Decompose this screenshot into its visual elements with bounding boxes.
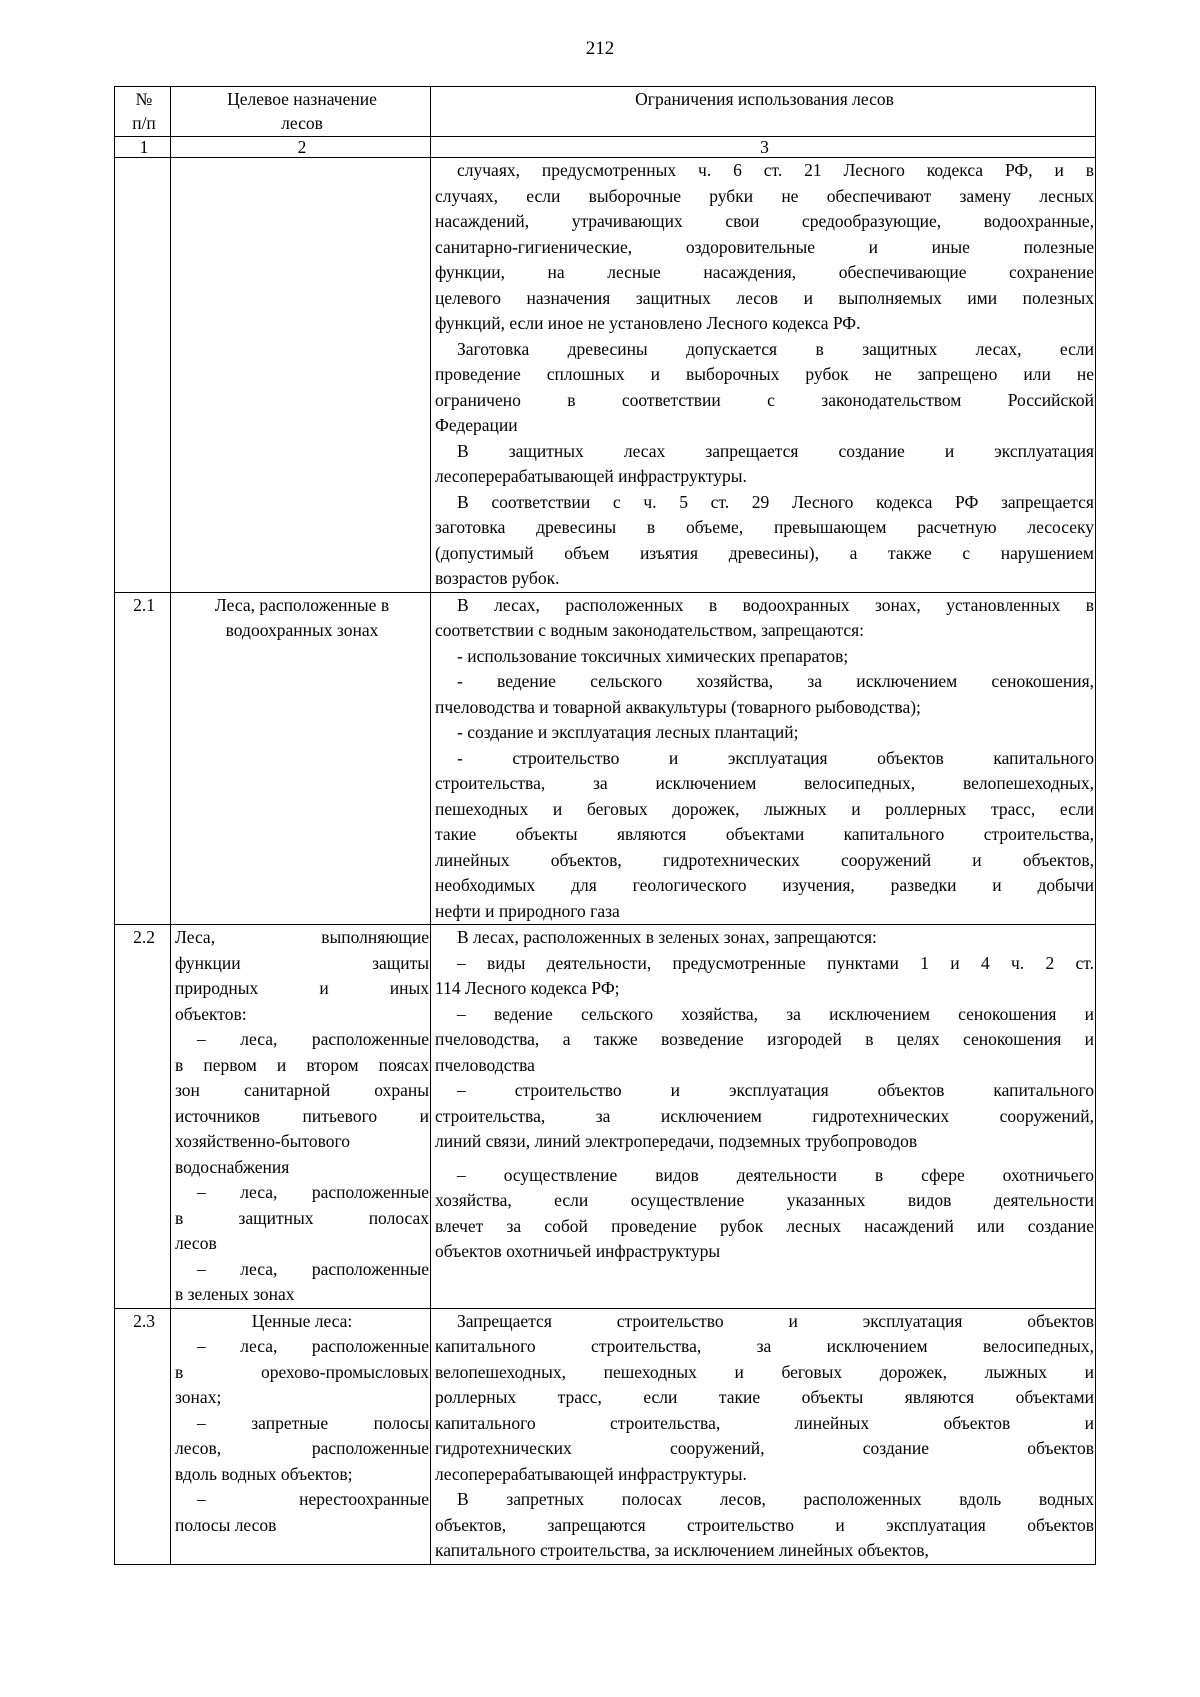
forest-purpose-cell [171,925,431,1309]
restriction-line: капитального строительства, за исключением линейных объектов, [435,1540,929,1560]
restriction-line: - ведение сельского хозяйства, за исключением сенокошения, [457,671,1094,691]
restriction-line: капитального строительства, линейных объектов и [435,1412,1094,1433]
restriction-line: лесоперерабатывающей инфраструктуры. [435,1463,747,1484]
purpose-line: Леса, выполняющие [175,927,429,947]
purpose-line: – леса, расположенные [197,1336,429,1356]
purpose-line: – леса, расположенные [197,1029,429,1049]
table-body [115,158,1096,1565]
table-header-row [115,87,1096,137]
restrictions-cell [431,1308,1096,1564]
restriction-line: – ведение сельского хозяйства, за исключением сенокошения и [457,1003,1094,1024]
table-row [115,158,1096,593]
restriction-line: линий связи, линий электропередачи, подземных трубопроводов [435,1131,918,1151]
restriction-paragraph [435,1163,1094,1265]
column-number-1: 1 [115,137,171,158]
restriction-line: пчеловодства, а также возведение изгородей в целях сенокошения и [435,1029,1094,1049]
restriction-paragraph [435,439,1094,490]
restriction-paragraph [435,1002,1094,1079]
purpose-line: в первом и втором поясах [175,1054,429,1075]
forest-purpose-cell [171,1308,431,1564]
restriction-line: капитального строительства, за исключением велосипедных, [435,1336,1094,1356]
restriction-line: лесоперерабатывающей инфраструктуры. [435,466,747,486]
purpose-line: функции защиты [175,952,429,973]
restriction-line: возрастов рубок. [435,568,560,588]
restriction-line: такие объекты являются объектами капитального строительства, [435,824,1094,844]
row-number [115,158,171,593]
restriction-line: случаях, предусмотренных ч. 6 ст. 21 Лесного кодекса РФ, и в [457,160,1094,180]
column-numbers-row [115,137,1096,158]
header-col-purpose [171,87,431,137]
restrictions-cell [431,158,1096,593]
purpose-line: в зеленых зонах [175,1284,295,1304]
forest-restrictions-table [114,86,1096,1565]
purpose-line: водоснабжения [175,1156,290,1177]
restriction-line: велопешеходных, пешеходных и беговых дорожек, лыжных и [435,1361,1094,1382]
restriction-line: насаждений, утрачивающих свои средообразующие, водоохранные, [435,211,1094,231]
restriction-paragraph [435,593,1094,644]
restriction-line: ограничено в соответствии с законодательством Российской [435,389,1094,410]
restriction-line: соответствии с водным законодательством, запрещаются: [435,620,865,640]
purpose-line: водоохранных зонах [225,620,379,640]
purpose-line: хозяйственно-бытового [175,1131,351,1151]
header-col-number-line2: п/п [132,113,156,133]
restriction-line: объектов охотничьей инфраструктуры [435,1241,721,1261]
restriction-paragraph [435,337,1094,439]
column-number-3: 3 [431,137,1096,158]
restriction-line: (допустимый объем изъятия древесины), а также с нарушением [435,542,1094,563]
restriction-paragraph [435,644,1094,670]
purpose-line: Ценные леса: [251,1310,353,1331]
restriction-line: необходимых для геологического изучения, разведки и добычи [435,875,1094,895]
restriction-line: проведение сплошных и выборочных рубок не запрещено или не [435,364,1094,384]
table-row [115,1308,1096,1564]
restriction-paragraph [435,925,1094,951]
restriction-paragraph [435,490,1094,592]
restriction-line: В лесах, расположенных в зеленых зонах, запрещаются: [457,927,877,947]
purpose-line: лесов, расположенные [175,1438,429,1458]
purpose-line: полосы лесов [175,1514,277,1535]
restriction-paragraph [435,1487,1094,1564]
table-row [115,592,1096,925]
restriction-line: роллерных трасс, если такие объекты являются объектами [435,1387,1094,1407]
restriction-line: функции, на лесные насаждения, обеспечивающие сохранение [435,262,1094,282]
header-col-restrictions: Ограничения использования лесов [431,87,1096,137]
restriction-line: – строительство и эксплуатация объектов капитального [457,1080,1094,1100]
purpose-line: зонах; [175,1387,222,1407]
restriction-paragraph [435,1078,1094,1155]
restriction-line: нефти и природного газа [435,900,620,921]
row-number: 2.2 [115,925,171,1309]
restriction-line: 114 Лесного кодекса РФ; [435,978,620,998]
purpose-line: вдоль водных объектов; [175,1463,353,1484]
restriction-line: строительства, за исключением гидротехнических сооружений, [435,1105,1094,1126]
restriction-line: В защитных лесах запрещается создание и эксплуатация [457,440,1094,461]
purpose-line: Леса, расположенные в [214,594,390,615]
purpose-line: объектов: [175,1003,247,1024]
restriction-line: пешеходных и беговых дорожек, лыжных и роллерных трасс, если [435,798,1094,819]
purpose-line: – леса, расположенные [197,1258,429,1279]
header-col-number-line1: № [135,89,153,109]
restriction-paragraph [435,1309,1094,1488]
restriction-line: В запретных полосах лесов, расположенных вдоль водных [457,1489,1094,1509]
restriction-line: санитарно-гигиенические, оздоровительные и иные полезные [435,236,1094,257]
restriction-line: В соответствии с ч. 5 ст. 29 Лесного кодекса РФ запрещается [457,491,1094,512]
restriction-line: – осуществление видов деятельности в сфере охотничьего [457,1164,1094,1185]
restriction-paragraph [435,669,1094,720]
restriction-line: – виды деятельности, предусмотренные пунктами 1 и 4 ч. 2 ст. [457,952,1094,973]
restriction-paragraph [435,951,1094,1002]
forest-purpose-cell [171,158,431,593]
restriction-line: объектов, запрещаются строительство и эксплуатация объектов [435,1514,1094,1535]
purpose-line: в орехово-промысловых [175,1361,429,1382]
purpose-line: – нерестоохранные [197,1489,429,1509]
restriction-line: пчеловодства и товарной аквакультуры (товарного рыбоводства); [435,696,921,717]
restriction-line: целевого назначения защитных лесов и выполняемых ими полезных [435,287,1094,308]
restriction-line: хозяйства, если осуществление указанных видов деятельности [435,1190,1094,1210]
restriction-line: строительства, за исключением велосипедных, велопешеходных, [435,773,1094,793]
restriction-paragraph [435,720,1094,746]
header-col-purpose-line2: лесов [281,113,323,133]
restriction-line: Запрещается строительство и эксплуатация объектов [457,1310,1094,1331]
restriction-line: Федерации [435,415,518,435]
restriction-line: пчеловодства [435,1054,535,1075]
purpose-line: – запретные полосы [197,1412,429,1433]
restriction-line: функций, если иное не установлено Лесного кодекса РФ. [435,313,861,333]
header-col-purpose-line1: Целевое назначение [227,89,377,109]
purpose-line: источников питьевого и [175,1105,429,1126]
page-number: 212 [585,38,615,59]
restriction-line: случаях, если выборочные рубки не обеспечивают замену лесных [435,185,1094,206]
restrictions-cell [431,925,1096,1309]
restriction-line: Заготовка древесины допускается в защитных лесах, если [457,338,1094,359]
purpose-line: в защитных полосах [175,1207,429,1228]
restriction-line: влечет за собой проведение рубок лесных насаждений или создание [435,1215,1094,1236]
column-number-2: 2 [171,137,431,158]
purpose-line: природных и иных [175,978,429,998]
restriction-line: линейных объектов, гидротехнических сооружений и объектов, [435,849,1094,870]
restriction-line: - строительство и эксплуатация объектов капитального [457,747,1094,768]
restriction-line: гидротехнических сооружений, создание объектов [435,1438,1094,1458]
restriction-line: заготовка древесины в объеме, превышающем расчетную лесосеку [435,517,1094,537]
restriction-line: В лесах, расположенных в водоохранных зонах, установленных в [457,594,1094,615]
forest-purpose-cell [171,592,431,925]
purpose-line: зон санитарной охраны [175,1080,429,1100]
restriction-line: - создание и эксплуатация лесных плантаций; [457,722,799,742]
purpose-line: лесов [175,1233,217,1253]
table-row [115,925,1096,1309]
purpose-line: – леса, расположенные [197,1182,429,1202]
row-number: 2.1 [115,592,171,925]
restriction-paragraph [435,746,1094,925]
restriction-line: - использование токсичных химических препаратов; [457,645,849,666]
restriction-paragraph [435,158,1094,337]
row-number: 2.3 [115,1308,171,1564]
restrictions-cell [431,592,1096,925]
header-col-number [115,87,171,137]
